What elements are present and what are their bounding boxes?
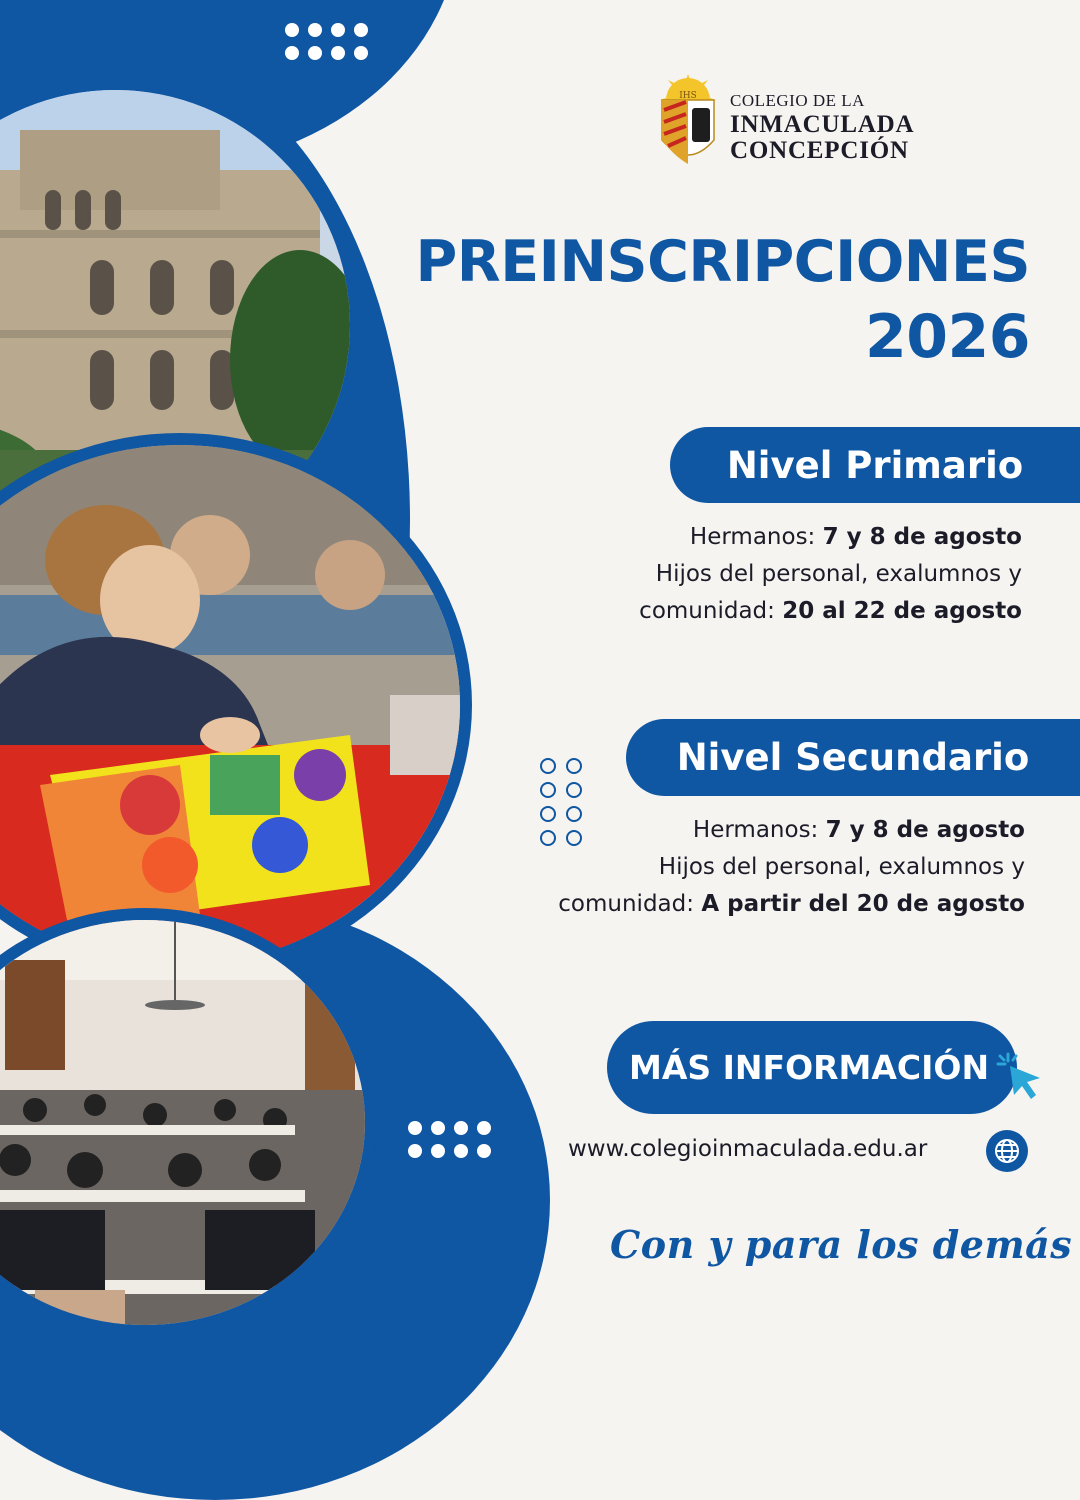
school-name-line3: CONCEPCIÓN xyxy=(730,137,909,164)
secundario-siblings-label: Hermanos: xyxy=(692,817,826,843)
school-name-line1: COLEGIO DE LA xyxy=(730,91,865,110)
decorative-dots-bottom xyxy=(408,1121,491,1158)
svg-text:IHS: IHS xyxy=(679,91,697,101)
website-link[interactable]: www.colegioinmaculada.edu.ar xyxy=(568,1136,928,1162)
school-name-line2: INMACULADA xyxy=(730,111,915,138)
primario-siblings-dates: 7 y 8 de agosto xyxy=(822,524,1022,550)
primario-others-dates: 20 al 22 de agosto xyxy=(782,598,1022,624)
primario-others-label: comunidad: xyxy=(639,598,783,624)
decorative-dots-top xyxy=(285,23,368,60)
secundario-heading: Nivel Secundario xyxy=(626,719,1080,796)
secundario-siblings-dates: 7 y 8 de agosto xyxy=(825,817,1025,843)
primario-dates xyxy=(639,519,1022,630)
primario-others-line1: Hijos del personal, exalumnos y xyxy=(655,561,1022,587)
slogan: Con y para los demás xyxy=(610,1222,1073,1267)
secundario-others-label: comunidad: xyxy=(558,891,702,917)
secundario-dates xyxy=(558,812,1025,923)
school-crest-icon xyxy=(654,74,722,174)
title-line1: PREINSCRIPCIONES xyxy=(415,229,1030,295)
more-info-label: MÁS INFORMACIÓN xyxy=(629,1048,990,1087)
title-year: 2026 xyxy=(865,302,1030,372)
more-info-button[interactable] xyxy=(607,1021,1017,1114)
cursor-click-icon xyxy=(994,1050,1048,1104)
school-logo xyxy=(654,74,944,174)
globe-icon xyxy=(985,1129,1029,1173)
secundario-others-dates: A partir del 20 de agosto xyxy=(701,891,1025,917)
primario-siblings-label: Hermanos: xyxy=(689,524,823,550)
primario-heading: Nivel Primario xyxy=(670,427,1080,503)
page-title xyxy=(416,226,1030,376)
secundario-others-line1: Hijos del personal, exalumnos y xyxy=(658,854,1025,880)
